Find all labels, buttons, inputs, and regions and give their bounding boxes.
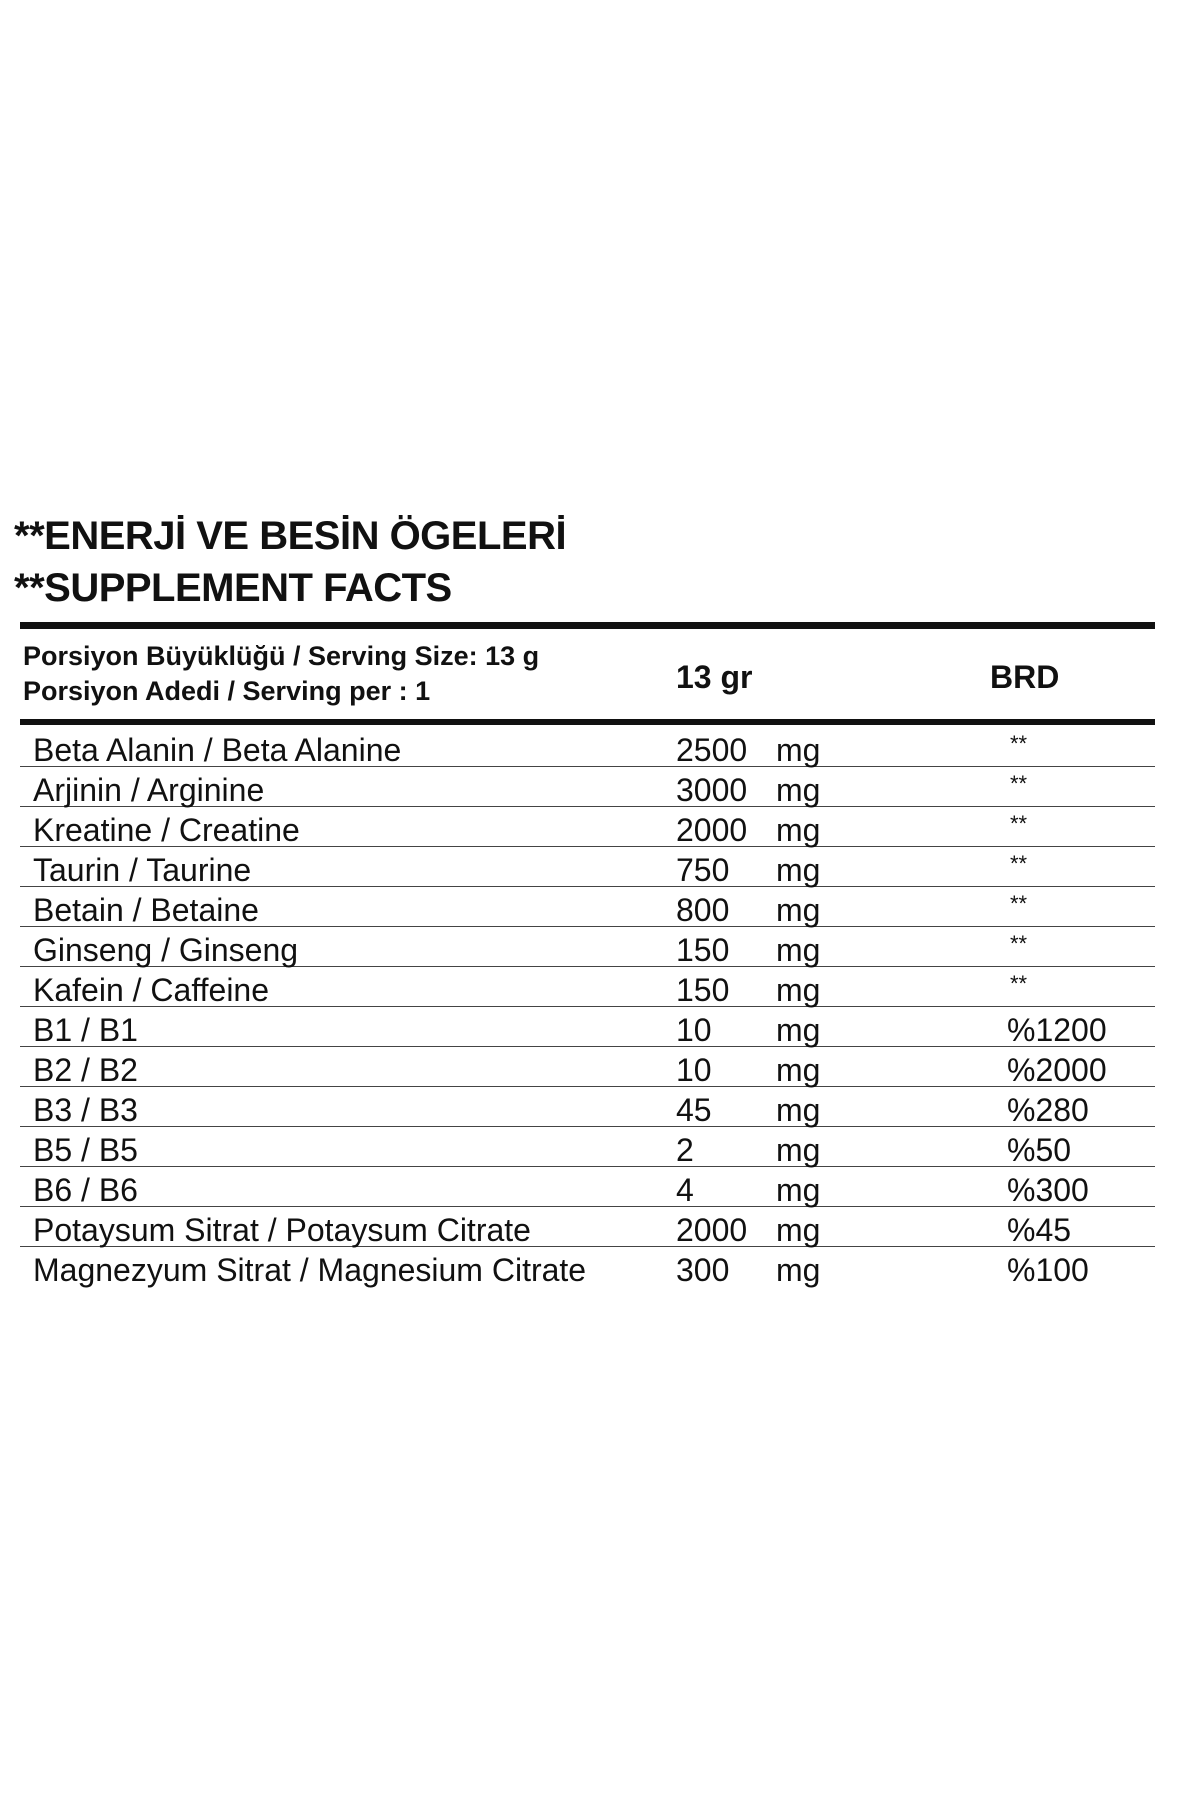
ingredient-amount: 45: [676, 1092, 712, 1128]
ingredient-name: B5 / B5: [33, 1132, 138, 1168]
table-header: [20, 629, 1155, 719]
ingredient-name: Potaysum Sitrat / Potaysum Citrate: [33, 1212, 531, 1248]
ingredient-brd: **: [1010, 811, 1028, 836]
brd-column-header: BRD: [990, 659, 1060, 695]
table-row: [20, 927, 1155, 967]
ingredient-brd: **: [1010, 731, 1028, 756]
ingredient-amount: 2: [676, 1132, 694, 1168]
ingredient-unit: mg: [776, 972, 821, 1008]
top-rule: [20, 622, 1155, 629]
table-row: [20, 727, 1155, 767]
ingredient-name: B3 / B3: [33, 1092, 138, 1128]
ingredient-brd: **: [1010, 971, 1028, 996]
ingredient-name: Arjinin / Arginine: [33, 772, 265, 808]
ingredient-amount: 300: [676, 1252, 730, 1288]
ingredient-brd: **: [1010, 891, 1028, 916]
ingredient-unit: mg: [776, 732, 821, 768]
table-row: [20, 967, 1155, 1007]
title-turkish: **ENERJİ VE BESİN ÖGELERİ: [14, 514, 567, 558]
ingredient-amount: 10: [676, 1052, 712, 1088]
ingredient-unit: mg: [776, 1052, 821, 1088]
table-row: [20, 1007, 1155, 1047]
ingredient-amount: 4: [676, 1172, 694, 1208]
ingredient-name: Magnezyum Sitrat / Magnesium Citrate: [33, 1252, 587, 1288]
ingredient-unit: mg: [776, 932, 821, 968]
table-body: [20, 727, 1155, 1287]
ingredient-amount: 10: [676, 1012, 712, 1048]
ingredient-amount: 3000: [676, 772, 748, 808]
table-row: [20, 1047, 1155, 1087]
ingredient-brd: %45: [1007, 1212, 1072, 1248]
ingredient-unit: mg: [776, 1092, 821, 1128]
ingredient-name: Ginseng / Ginseng: [33, 932, 299, 968]
table-row: [20, 767, 1155, 807]
ingredient-unit: mg: [776, 1012, 821, 1048]
ingredient-name: Betain / Betaine: [33, 892, 259, 928]
ingredient-amount: 2500: [676, 732, 748, 768]
ingredient-amount: 2000: [676, 1212, 748, 1248]
ingredient-name: Beta Alanin / Beta Alanine: [33, 732, 402, 768]
ingredient-unit: mg: [776, 892, 821, 928]
header-rule: [20, 719, 1155, 725]
ingredient-brd: %100: [1007, 1252, 1089, 1288]
ingredient-name: B6 / B6: [33, 1172, 138, 1208]
table-row: [20, 1247, 1155, 1287]
amount-column-header: 13 gr: [676, 659, 753, 695]
ingredient-brd: %300: [1007, 1172, 1089, 1208]
title-english: **SUPPLEMENT FACTS: [14, 566, 452, 610]
ingredient-unit: mg: [776, 1172, 821, 1208]
ingredient-brd: %50: [1007, 1132, 1072, 1168]
ingredient-amount: 750: [676, 852, 730, 888]
table-row: [20, 1087, 1155, 1127]
serving-per-label: Porsiyon Adedi / Serving per : 1: [23, 676, 431, 706]
ingredient-unit: mg: [776, 1212, 821, 1248]
ingredient-name: B2 / B2: [33, 1052, 138, 1088]
ingredient-brd: **: [1010, 771, 1028, 796]
table-row: [20, 807, 1155, 847]
ingredient-brd: %1200: [1007, 1012, 1107, 1048]
supplement-facts-table: [20, 622, 1155, 1287]
ingredient-amount: 800: [676, 892, 730, 928]
ingredient-brd: **: [1010, 931, 1028, 956]
ingredient-brd: %280: [1007, 1092, 1089, 1128]
table-row: [20, 887, 1155, 927]
ingredient-amount: 150: [676, 932, 730, 968]
title-block: [14, 510, 1164, 614]
ingredient-unit: mg: [776, 852, 821, 888]
table-row: [20, 1127, 1155, 1167]
serving-size-label: Porsiyon Büyüklüğü / Serving Size: 13 g: [23, 641, 540, 671]
table-row: [20, 1167, 1155, 1207]
serving-info: [23, 639, 539, 709]
ingredient-brd: **: [1010, 851, 1028, 876]
table-row: [20, 1207, 1155, 1247]
ingredient-amount: 150: [676, 972, 730, 1008]
ingredient-unit: mg: [776, 772, 821, 808]
ingredient-unit: mg: [776, 1252, 821, 1288]
ingredient-unit: mg: [776, 812, 821, 848]
table-row: [20, 847, 1155, 887]
ingredient-name: Kreatine / Creatine: [33, 812, 300, 848]
ingredient-unit: mg: [776, 1132, 821, 1168]
ingredient-name: Kafein / Caffeine: [33, 972, 270, 1008]
ingredient-brd: %2000: [1007, 1052, 1107, 1088]
ingredient-name: Taurin / Taurine: [33, 852, 252, 888]
ingredient-name: B1 / B1: [33, 1012, 138, 1048]
ingredient-amount: 2000: [676, 812, 748, 848]
